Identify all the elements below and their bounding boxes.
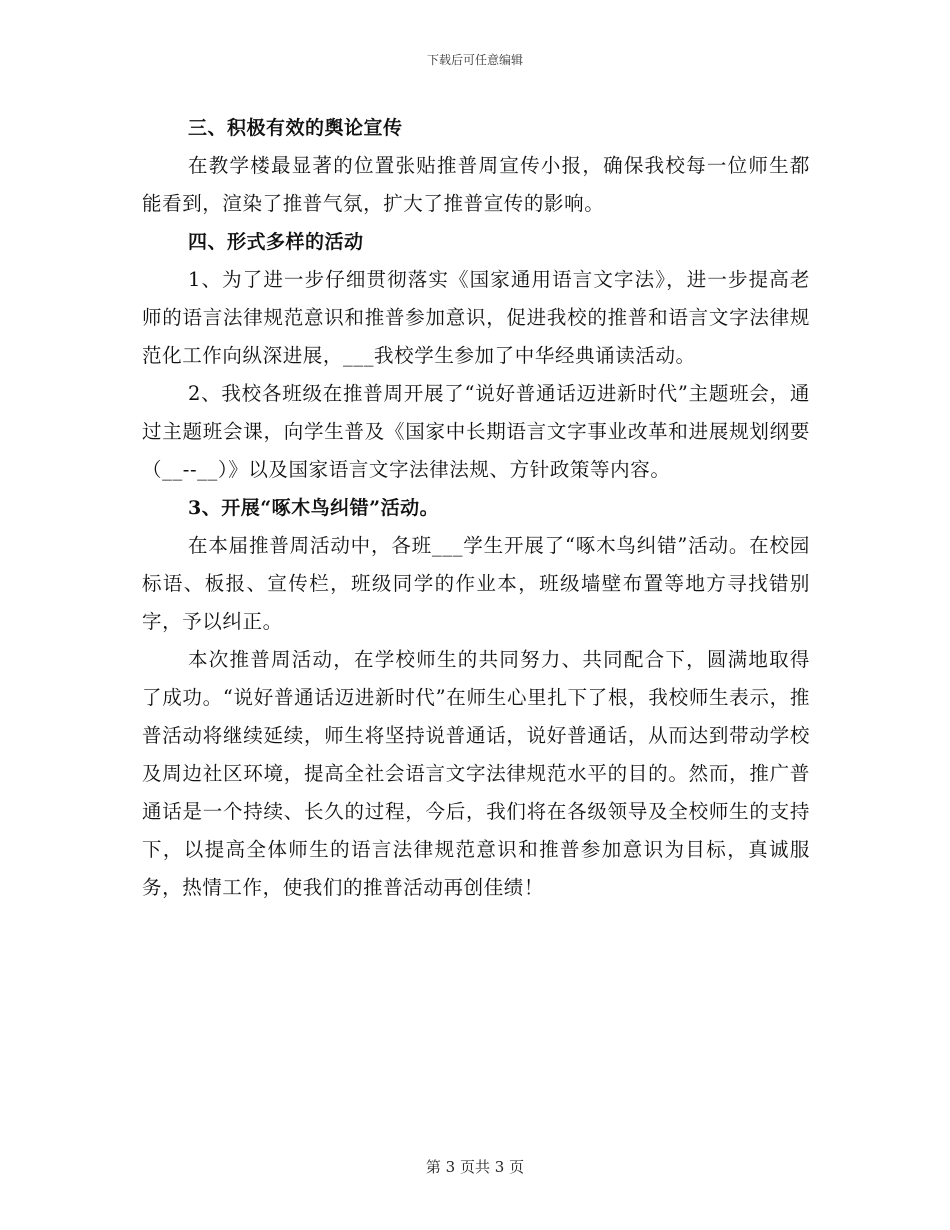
paragraph-activity-1: 1、为了进一步仔细贯彻落实《国家通用语言文字法》，进一步提高老师的语言法律规范意识和推普参加意识，促进我校的推普和语言文字法律规范化工作向纵深进展，___我校学生参加了中华经典诵读活动。	[142, 268, 810, 367]
section-heading-4: 四、形式多样的活动	[188, 231, 364, 253]
section-heading-3: 三、积极有效的舆论宣传	[188, 117, 403, 139]
document-body	[142, 109, 810, 907]
paragraph-publicity: 在教学楼最显著的位置张贴推普周宣传小报，确保我校每一位师生都能看到，渲染了推普气氛，扩大了推普宣传的影响。	[142, 154, 810, 215]
page-footer: 第 3 页共 3 页	[425, 1158, 525, 1176]
paragraph-woodpecker: 在本届推普周活动中，各班___学生开展了“啄木鸟纠错”活动。在校园标语、板报、宣传栏，班级同学的作业本，班级墙壁布置等地方寻找错别字，予以纠正。	[142, 534, 810, 633]
page-header: 下载后可任意编辑	[426, 53, 523, 67]
section-heading-woodpecker: 3、开展“啄木鸟纠错”活动。	[188, 497, 440, 519]
paragraph-conclusion: 本次推普周活动，在学校师生的共同努力、共同配合下，圆满地取得了成功。“说好普通话迈进新时代”在师生心里扎下了根，我校师生表示，推普活动将继续延续，师生将坚持说普通话，说好普通话，从而达到带动学校及周边社区环境，提高全社会语言文字法律规范水平的目的。然而，推广普通话是一个持续、长久的过程，今后，我们将在各级领导及全校师生的支持下，以提高全体师生的语言法律规范意识和推普参加意识为目标，真诚服务，热情工作，使我们的推普活动再创佳绩！	[142, 648, 810, 899]
paragraph-activity-2: 2、我校各班级在推普周开展了“说好普通话迈进新时代”主题班会，通过主题班会课，向学生普及《国家中长期语言文字事业改革和进展规划纲要（__--__）》以及国家语言文字法律法规、方针政策等内容。	[142, 382, 810, 481]
